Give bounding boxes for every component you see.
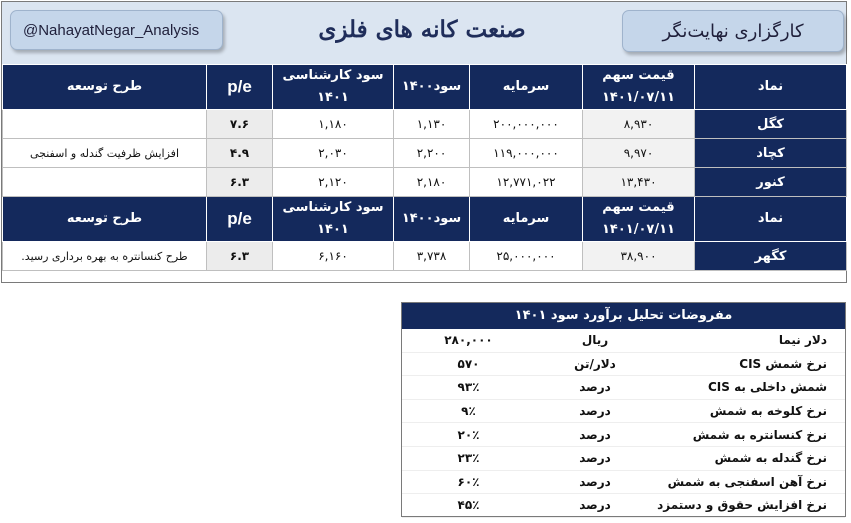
assumption-name: نرخ کلوخه به شمش bbox=[709, 404, 827, 419]
expert-profit-cell: ۱,۱۸۰ bbox=[273, 110, 394, 139]
pe-cell: ۷.۶ bbox=[207, 110, 273, 139]
assumptions-panel bbox=[401, 302, 846, 517]
brokerage-badge: کارگزاری نهایت‌نگر bbox=[622, 10, 844, 52]
col-header-plan: طرح توسعه bbox=[3, 197, 207, 242]
col-header-capital: سرمایه bbox=[470, 65, 583, 110]
capital-cell: ۱۲,۷۷۱,۰۲۲ bbox=[470, 168, 583, 197]
table-row bbox=[3, 110, 847, 139]
assumption-unit: درصد bbox=[579, 404, 611, 419]
price-cell: ۸,۹۳۰ bbox=[583, 110, 695, 139]
table-row bbox=[3, 139, 847, 168]
assumption-name: نرخ گندله به شمش bbox=[714, 451, 827, 466]
price-cell: ۹,۹۷۰ bbox=[583, 139, 695, 168]
plan-cell bbox=[3, 168, 207, 197]
col-header-pe: p/e bbox=[207, 65, 273, 110]
expert-profit-cell: ۲,۰۳۰ bbox=[273, 139, 394, 168]
assumption-row bbox=[402, 376, 845, 400]
pe-cell: ۶.۳ bbox=[207, 242, 273, 271]
col-header-price-date: ۱۴۰۱/۰۷/۱۱ bbox=[602, 222, 675, 237]
assumption-unit: درصد bbox=[579, 451, 611, 466]
col-header-symbol: نماد bbox=[695, 197, 847, 242]
expert-profit-cell: ۶,۱۶۰ bbox=[273, 242, 394, 271]
table-header-row bbox=[3, 197, 847, 242]
capital-cell: ۱۱۹,۰۰۰,۰۰۰ bbox=[470, 139, 583, 168]
assumption-value: ۹٪ bbox=[461, 404, 476, 419]
assumption-name: نرخ شمش CIS bbox=[739, 356, 827, 371]
assumption-name: نرخ افزایش حقوق و دستمزد bbox=[657, 498, 827, 513]
assumption-unit: درصد bbox=[579, 380, 611, 395]
col-header-price-title: قیمت سهم bbox=[602, 68, 675, 83]
profit1400-cell: ۲,۲۰۰ bbox=[394, 139, 470, 168]
assumption-value: ۴۵٪ bbox=[457, 498, 480, 513]
expert-profit-cell: ۲,۱۲۰ bbox=[273, 168, 394, 197]
assumption-unit: دلار/تن bbox=[574, 356, 616, 371]
assumption-name: دلار نیما bbox=[778, 333, 827, 348]
capital-cell: ۲۵,۰۰۰,۰۰۰ bbox=[470, 242, 583, 271]
profit1400-cell: ۳,۷۳۸ bbox=[394, 242, 470, 271]
assumption-value: ۲۸۰,۰۰۰ bbox=[444, 333, 493, 348]
assumption-unit: درصد bbox=[579, 498, 611, 513]
assumption-value: ۵۷۰ bbox=[457, 356, 480, 371]
col-header-price bbox=[583, 197, 695, 242]
assumption-row bbox=[402, 447, 845, 471]
col-header-plan: طرح توسعه bbox=[3, 65, 207, 110]
symbol-cell: کچاد bbox=[695, 139, 847, 168]
channel-handle-badge: @NahayatNegar_Analysis bbox=[10, 10, 223, 50]
price-cell: ۱۳,۴۳۰ bbox=[583, 168, 695, 197]
col-header-price-title: قیمت سهم bbox=[602, 200, 675, 215]
col-header-profit1400: سود۱۴۰۰ bbox=[394, 197, 470, 242]
col-header-profit1400: سود۱۴۰۰ bbox=[394, 65, 470, 110]
assumption-unit: ریال bbox=[581, 333, 609, 348]
report-header bbox=[2, 2, 846, 64]
assumption-name: شمش داخلی به CIS bbox=[707, 380, 827, 395]
assumption-name: نرخ کنسانتره به شمش bbox=[692, 427, 827, 442]
col-header-expert-profit bbox=[273, 197, 394, 242]
table-row bbox=[3, 168, 847, 197]
assumption-unit: درصد bbox=[579, 474, 611, 489]
report-title: صنعت کانه های فلزی bbox=[318, 16, 526, 43]
assumptions-title: مفروضات تحلیل برآورد سود ۱۴۰۱ bbox=[402, 303, 845, 329]
col-header-capital: سرمایه bbox=[470, 197, 583, 242]
assumption-row bbox=[402, 423, 845, 447]
profit1400-cell: ۲,۱۸۰ bbox=[394, 168, 470, 197]
symbol-cell: کگهر bbox=[695, 242, 847, 271]
col-header-price bbox=[583, 65, 695, 110]
assumption-row bbox=[402, 471, 845, 495]
assumption-row bbox=[402, 400, 845, 424]
plan-cell: طرح کنسانتره به بهره برداری رسید. bbox=[3, 242, 207, 271]
pe-cell: ۶.۳ bbox=[207, 168, 273, 197]
assumption-row bbox=[402, 353, 845, 377]
assumption-value: ۶۰٪ bbox=[457, 474, 480, 489]
pe-cell: ۴.۹ bbox=[207, 139, 273, 168]
symbol-cell: کنور bbox=[695, 168, 847, 197]
col-header-expert-year: ۱۴۰۱ bbox=[317, 90, 349, 105]
stocks-table bbox=[2, 64, 847, 271]
col-header-pe: p/e bbox=[207, 197, 273, 242]
symbol-cell: کگل bbox=[695, 110, 847, 139]
col-header-expert-title: سود کارشناسی bbox=[282, 68, 384, 83]
assumption-value: ۹۳٪ bbox=[457, 380, 480, 395]
col-header-expert-title: سود کارشناسی bbox=[282, 200, 384, 215]
assumption-name: نرخ آهن اسفنجی به شمش bbox=[667, 474, 827, 489]
assumption-row bbox=[402, 494, 845, 518]
assumption-unit: درصد bbox=[579, 427, 611, 442]
price-cell: ۳۸,۹۰۰ bbox=[583, 242, 695, 271]
col-header-expert-year: ۱۴۰۱ bbox=[317, 222, 349, 237]
assumption-row bbox=[402, 329, 845, 353]
col-header-price-date: ۱۴۰۱/۰۷/۱۱ bbox=[602, 90, 675, 105]
capital-cell: ۲۰۰,۰۰۰,۰۰۰ bbox=[470, 110, 583, 139]
table-header-row bbox=[3, 65, 847, 110]
assumption-value: ۲۳٪ bbox=[457, 451, 480, 466]
plan-cell bbox=[3, 110, 207, 139]
table-row bbox=[3, 242, 847, 271]
col-header-expert-profit bbox=[273, 65, 394, 110]
plan-cell: افزایش ظرفیت گندله و اسفنجی bbox=[3, 139, 207, 168]
assumption-value: ۲۰٪ bbox=[457, 427, 480, 442]
profit1400-cell: ۱,۱۳۰ bbox=[394, 110, 470, 139]
col-header-symbol: نماد bbox=[695, 65, 847, 110]
